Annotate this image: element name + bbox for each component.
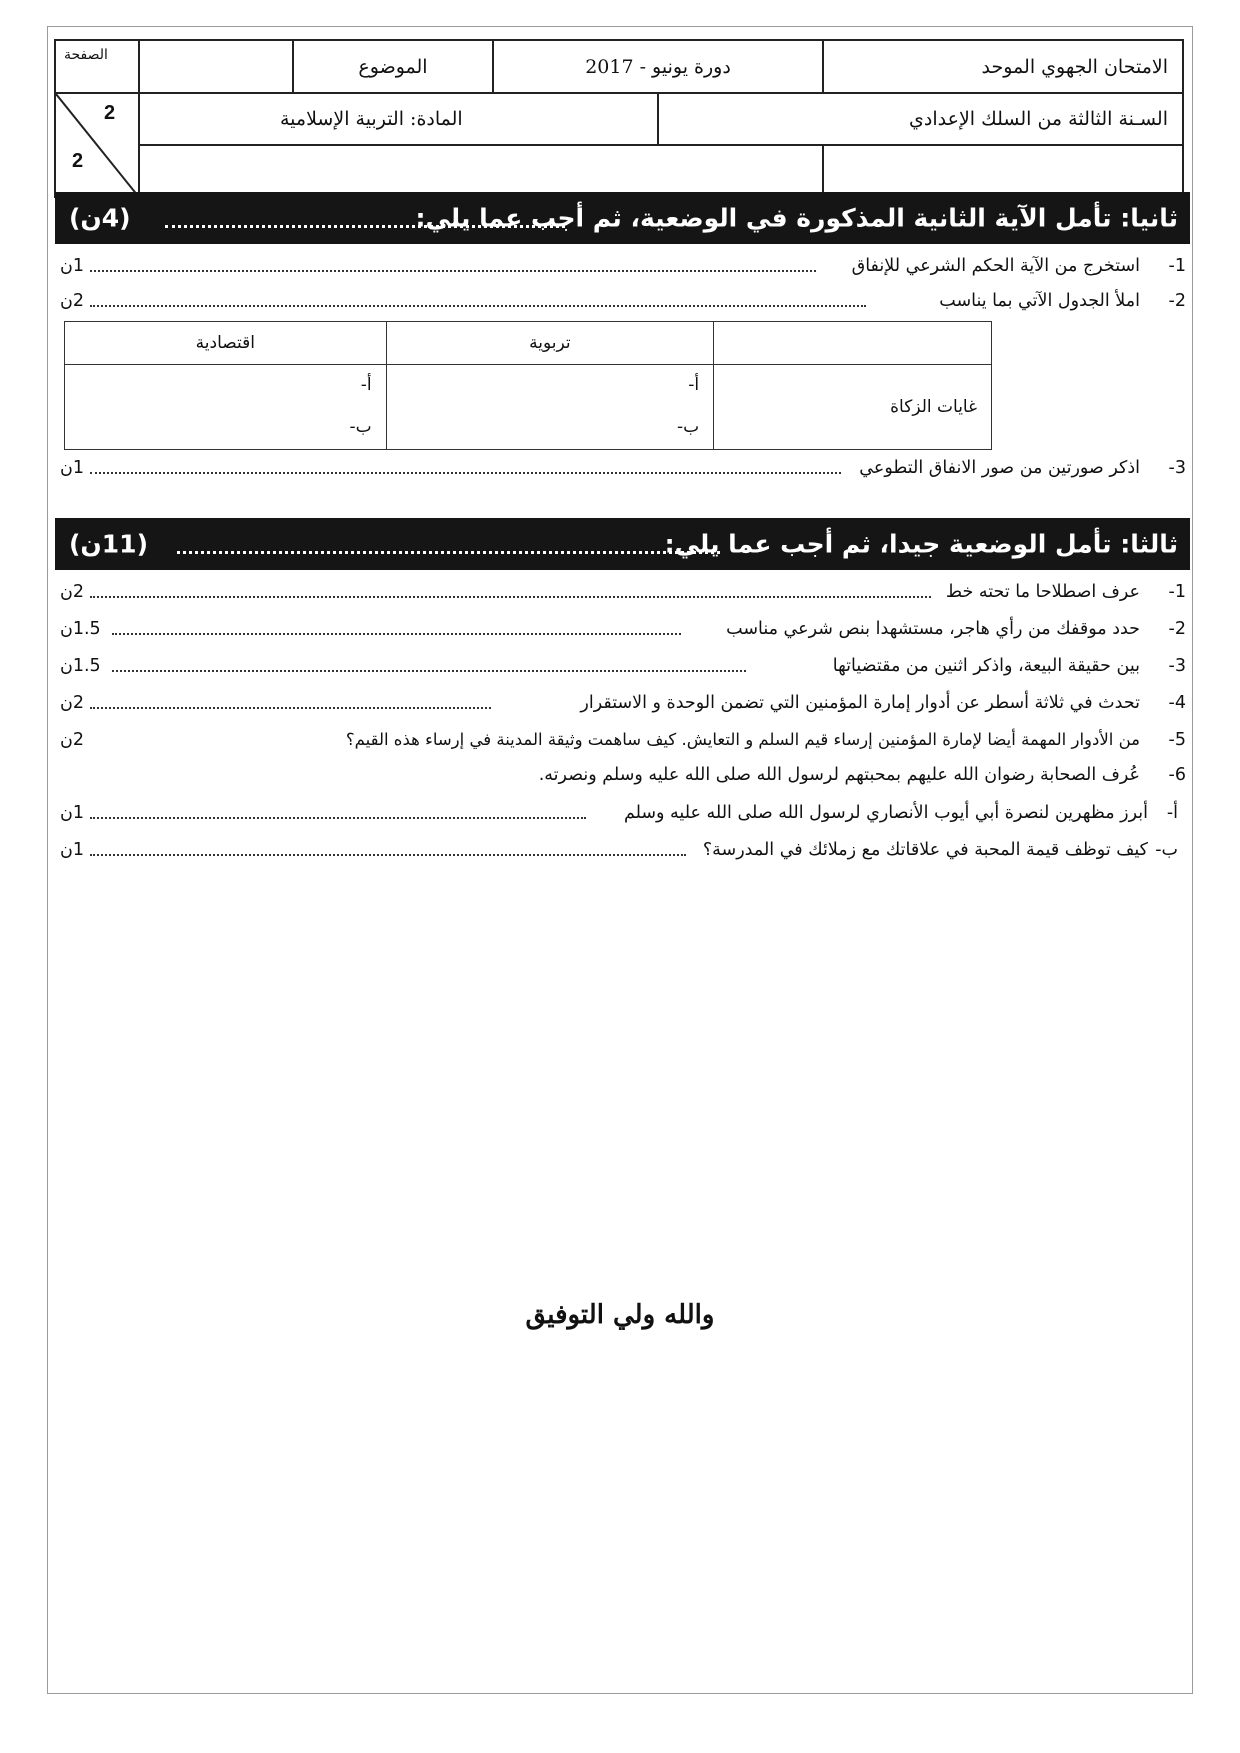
page-label: الصفحة (64, 47, 108, 63)
s3-question-1 (60, 582, 1186, 606)
s2-question-2 (60, 291, 1186, 315)
table-corner-cell (714, 322, 992, 365)
section3-title-bar (55, 518, 1190, 570)
question-number: 3- (1168, 656, 1186, 676)
question-text: عُرف الصحابة رضوان الله عليهم بمحبتهم لرسول الله صلى الله عليه وسلم ونصرته. (538, 765, 1140, 785)
s3-question-6a (60, 803, 1186, 827)
question-points: 1.5ن (60, 656, 101, 676)
question-points: 1ن (60, 458, 84, 478)
question-points: 2ن (60, 693, 84, 713)
section2-title: ثانيا: تأمل الآية الثانية المذكورة في الوضعية، ثم أجب عما يلي: (415, 203, 1178, 233)
question-text: استخرج من الآية الحكم الشرعي للإنفاق (851, 256, 1140, 276)
closing-phrase: والله ولي التوفيق (525, 1300, 715, 1330)
school-level: السـنة الثالثة من السلك الإعدادي (658, 93, 1183, 145)
question-number: 4- (1168, 693, 1186, 713)
question-points: 2ن (60, 582, 84, 602)
blank-cell-left (139, 145, 823, 197)
s3-question-6 (60, 765, 1186, 789)
question-text: املأ الجدول الآتي بما يناسب (939, 291, 1140, 311)
answer-dots (90, 817, 586, 819)
exam-session: دورة يونيو - 2017 (493, 40, 823, 93)
page-divider-line (56, 94, 138, 196)
s3-question-6b (60, 840, 1186, 864)
section3-dots (177, 551, 720, 554)
question-text: تحدث في ثلاثة أسطر عن أدوار إمارة المؤمنين التي تضمن الوحدة و الاستقرار (580, 693, 1140, 713)
col-educational: تربوية (386, 322, 714, 365)
answer-dots (112, 670, 746, 672)
s2-question-3 (60, 458, 1186, 482)
course-name: المادة: التربية الإسلامية (139, 93, 658, 145)
col-economic: اقتصادية (65, 322, 387, 365)
s3-question-4 (60, 693, 1186, 717)
question-number: 6- (1168, 765, 1186, 785)
answer-dots (90, 270, 816, 272)
exam-title: الامتحان الجهوي الموحد (823, 40, 1183, 93)
answer-dots (90, 596, 931, 598)
section2-title-bar (55, 192, 1190, 244)
answer-dots (90, 707, 491, 709)
page-number-cell (55, 93, 139, 197)
item-b: ب- (677, 417, 700, 437)
section3-title: ثالثا: تأمل الوضعية جيدا، ثم أجب عما يلي: (664, 529, 1178, 559)
section3-points: (11ن) (69, 529, 148, 559)
page-number: 2 (104, 102, 116, 124)
zakat-goals-table (64, 321, 992, 450)
item-a: أ- (688, 375, 700, 395)
question-number: 1- (1168, 256, 1186, 276)
page-total: 2 (72, 150, 84, 172)
question-number: 5- (1168, 730, 1186, 750)
answer-dots (90, 305, 866, 307)
question-text: اذكر صورتين من صور الانفاق التطوعي (859, 458, 1140, 478)
answer-dots (90, 472, 841, 474)
row-label-zakat: غايات الزكاة (714, 365, 992, 450)
exam-header (54, 39, 1184, 198)
question-text: من الأدوار المهمة أيضا لإمارة المؤمنين إرساء قيم السلم و التعايش. كيف ساهمت وثيقة المدينة في إرساء هذه القيم؟ (345, 730, 1140, 749)
s3-question-3 (60, 656, 1186, 680)
cell-economic (65, 365, 387, 450)
subject-label: الموضوع (293, 40, 493, 93)
question-number: أ- (1166, 803, 1178, 823)
answer-dots (112, 633, 681, 635)
s3-question-5 (60, 730, 1186, 754)
question-points: 1ن (60, 840, 84, 860)
question-points: 1.5ن (60, 619, 101, 639)
section2-dots (165, 225, 565, 228)
question-text: عرف اصطلاحا ما تحته خط (945, 582, 1140, 602)
section2-points: (4ن) (69, 203, 131, 233)
s2-question-1 (60, 256, 1186, 280)
answer-dots (90, 854, 686, 856)
question-number: 2- (1168, 291, 1186, 311)
question-points: 1ن (60, 803, 84, 823)
s3-question-2 (60, 619, 1186, 643)
question-text: بين حقيقة البيعة، واذكر اثنين من مقتضياتها (832, 656, 1140, 676)
question-points: 2ن (60, 291, 84, 311)
question-text: أبرز مظهرين لنصرة أبي أيوب الأنصاري لرسول الله صلى الله عليه وسلم (623, 803, 1148, 823)
question-number: 2- (1168, 619, 1186, 639)
page-label-cell (55, 40, 139, 93)
question-text: حدد موقفك من رأي هاجر، مستشهدا بنص شرعي مناسب (726, 619, 1140, 639)
question-number: ب- (1155, 840, 1178, 860)
blank-cell-right (823, 145, 1183, 197)
question-number: 1- (1168, 582, 1186, 602)
item-a: أ- (360, 375, 372, 395)
item-b: ب- (349, 417, 372, 437)
question-points: 2ن (60, 730, 84, 750)
question-number: 3- (1168, 458, 1186, 478)
question-text: كيف توظف قيمة المحبة في علاقاتك مع زملائك في المدرسة؟ (702, 840, 1148, 860)
cell-educational (386, 365, 714, 450)
question-points: 1ن (60, 256, 84, 276)
subject-value (139, 40, 293, 93)
